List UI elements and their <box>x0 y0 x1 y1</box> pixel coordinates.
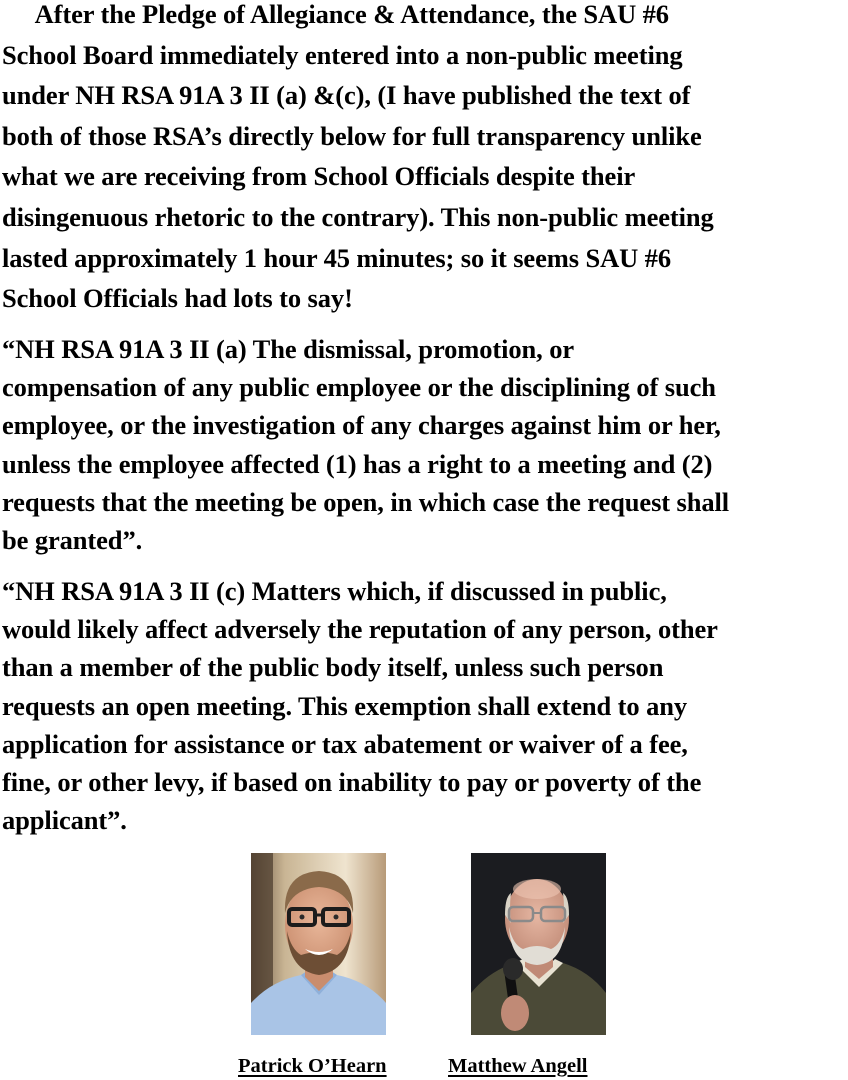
patrick-ohearn-caption: Patrick O’Hearn <box>238 1055 387 1077</box>
intro-paragraph: After the Pledge of Allegiance & Attendance, the SAU #6 School Board immediately entered into a non-public meeting under NH RSA 91A 3 II (a) &(c), (I have published the text of both of those RSA’s directly below for full transparency unlike what we are receiving from School Officials despite their disingenuous rhetoric to the contrary). This non-public meeting lasted approximately 1 hour 45 minutes; so it seems SAU #6 School Officials had lots to say! <box>2 0 714 314</box>
rsa-91a-3-ii-c-quote: “NH RSA 91A 3 II (c) Matters which, if discussed in public, would likely affect adversely the reputation of any person, other than a member of the public body itself, unless such person requests an open meeting. This exemption shall extend to any application for assistance or tax abatement or waiver of a fee, fine, or other levy, if based on inability to pay or poverty of the applicant”. <box>2 576 718 836</box>
rsa-91a-3-ii-a-quote: “NH RSA 91A 3 II (a) The dismissal, promotion, or compensation of any public employee or the disciplining of such employee, or the investigation of any charges against him or her, unless the employee affected (1) has a right to a meeting and (2) requests that the meeting be open, in which case the request shall be granted”. <box>2 334 730 556</box>
patrick-ohearn-photo <box>251 853 386 1035</box>
matthew-angell-caption: Matthew Angell <box>448 1055 588 1077</box>
matthew-angell-photo <box>471 853 606 1035</box>
